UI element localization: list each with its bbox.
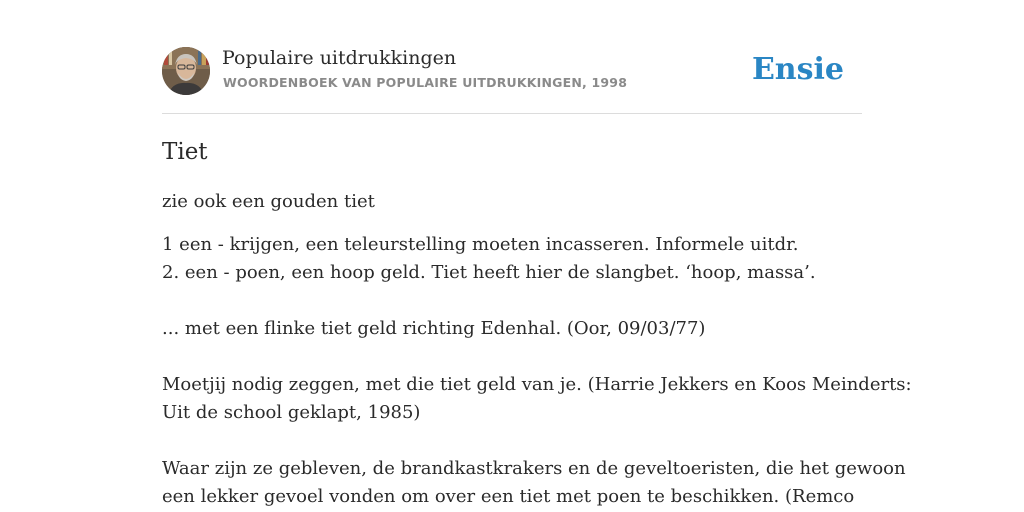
author-avatar[interactable] bbox=[162, 47, 210, 95]
body-line: 2. een - poen, een hoop geld. Tiet heeft hier de slangbet. ‘hoop, massa’. bbox=[162, 262, 816, 283]
paragraph-gap bbox=[162, 287, 862, 315]
see-also-text: zie ook een gouden tiet bbox=[162, 191, 375, 212]
body-line: een lekker gevoel vonden om over een tiet met poen te beschikken. (Remco bbox=[162, 486, 855, 507]
entry-title: Tiet bbox=[162, 139, 208, 165]
author-name[interactable]: Populaire uitdrukkingen bbox=[222, 47, 457, 69]
body-line: Moetjij nodig zeggen, met die tiet geld van je. (Harrie Jekkers en Koos Meinderts: bbox=[162, 374, 912, 395]
paragraph-gap bbox=[162, 427, 862, 455]
header-divider bbox=[162, 113, 862, 114]
body-line: ... met een flinke tiet geld richting Edenhal. (Oor, 09/03/77) bbox=[162, 318, 706, 339]
entry-body bbox=[162, 231, 912, 511]
entry-header bbox=[162, 46, 862, 96]
entry-content bbox=[162, 136, 912, 511]
body-line: Waar zijn ze gebleven, de brandkastkrakers en de geveltoeristen, die het gewoon bbox=[162, 458, 906, 479]
source-label[interactable]: WOORDENBOEK VAN POPULAIRE UITDRUKKINGEN, 1998 bbox=[223, 75, 628, 90]
body-line: 1 een - krijgen, een teleurstelling moeten incasseren. Informele uitdr. bbox=[162, 234, 799, 255]
paragraph-gap bbox=[162, 343, 862, 371]
brand-logo-link[interactable]: Ensie bbox=[751, 52, 844, 87]
body-line: Uit de school geklapt, 1985) bbox=[162, 402, 421, 423]
